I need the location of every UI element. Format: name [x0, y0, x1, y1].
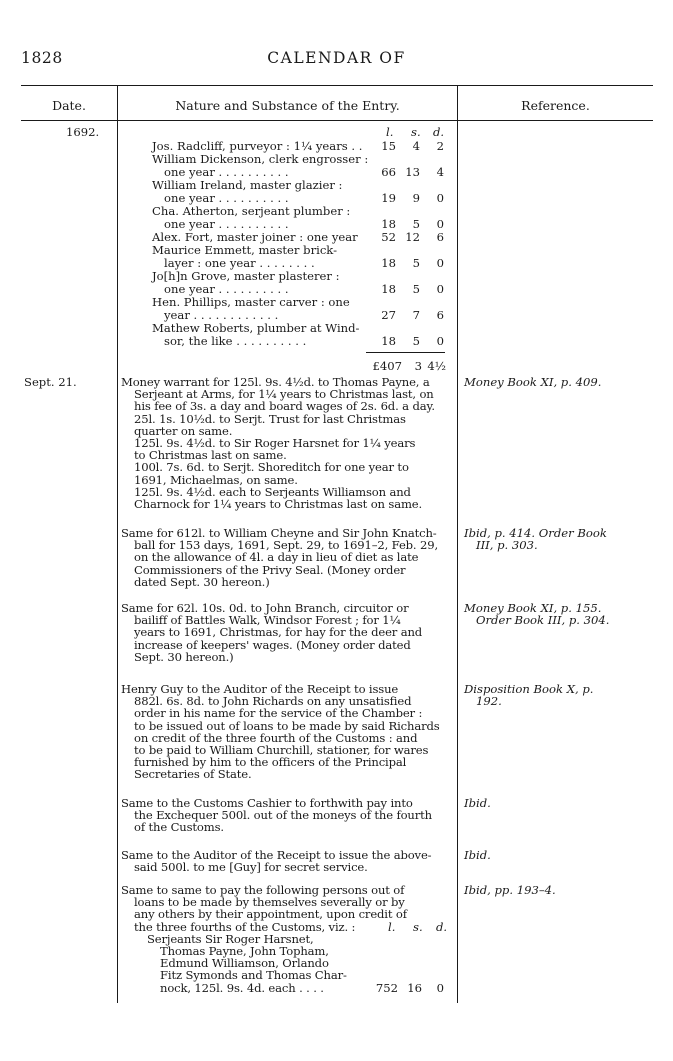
entry-reference: Ibid. [464, 848, 491, 862]
entry-line: ball for 153 days, 1691, Sept. 29, to 1691–2, Feb. 29, [134, 538, 438, 553]
entry-subline: nock, 125l. 9s. 4d. each . . . . [160, 980, 324, 995]
schedule-row-line: William Ireland, master glazier : [152, 178, 343, 192]
entry-line: dated Sept. 30 hereon.) [134, 574, 270, 589]
schedule-row-line: Hen. Phillips, master carver : one [152, 295, 350, 309]
date-column-header: Date. [52, 98, 86, 113]
reference-column-header: Reference. [521, 98, 590, 113]
entry-line: 125l. 9s. 4½d. to Sir Roger Harsnet for 1¼ years [134, 436, 416, 450]
schedule-amount-l: 15 [381, 139, 396, 153]
entry-line: years to 1691, Christmas, for hay for the deer and [134, 625, 423, 640]
schedule-amount-s: 5 [412, 217, 420, 231]
entry-line: 1691, Michaelmas, on same. [134, 472, 298, 487]
schedule-amount-s: 4 [412, 139, 420, 153]
lsd-header-d: d. [433, 125, 445, 139]
schedule-total-d: 4½ [427, 359, 446, 373]
entry-line: Same to the Customs Cashier to forthwith pay into [121, 796, 413, 810]
year-label: 1692. [66, 125, 100, 139]
entry-line: order in his name for the service of the Chamber : [134, 706, 423, 721]
entry-amount-d: 0 [436, 980, 444, 995]
entry-line: bailiff of Battles Walk, Windsor Forest ; for 1¼ [134, 613, 401, 628]
entry-line: Sept. 30 hereon.) [134, 649, 234, 664]
schedule-row-line: Mathew Roberts, plumber at Wind- [152, 321, 360, 335]
entry-line: 100l. 7s. 6d. to Serjt. Shoreditch for one year to [134, 460, 409, 475]
entry-line: Henry Guy to the Auditor of the Receipt to issue [121, 682, 399, 696]
lsd-header-l: l. [386, 125, 394, 139]
lsd-header-s: s. [411, 125, 421, 139]
page-title: CALENDAR OF [267, 49, 406, 67]
entry-subline: Thomas Payne, John Topham, [160, 944, 329, 958]
entry-reference: Order Book III, p. 304. [476, 613, 610, 628]
entry-line: Commissioners of the Privy Seal. (Money order [134, 562, 406, 577]
schedule-row-line: layer : one year . . . . . . . . [164, 256, 315, 270]
entry-date: Sept. 21. [24, 375, 77, 389]
entry-reference: Ibid, p. 414. Order Book [464, 526, 607, 540]
schedule-amount-d: 2 [436, 139, 444, 153]
schedule-row-line: William Dickenson, clerk engrosser : [152, 152, 369, 166]
entry-line: the three fourths of the Customs, viz. : [134, 919, 356, 934]
entry-reference: Ibid. [464, 796, 491, 810]
schedule-amount-s: 7 [412, 308, 420, 322]
schedule-amount-l: 19 [381, 191, 396, 205]
entry-lsd-header: l. [388, 919, 396, 934]
entry-line: to Christmas last on same. [134, 448, 287, 463]
entry-line: furnished by him to the officers of the Principal [134, 755, 407, 770]
schedule-row-line: one year . . . . . . . . . . [164, 191, 289, 205]
entry-line: 125l. 9s. 4½d. each to Serjeants Williamson and [134, 484, 411, 499]
schedule-amount-l: 66 [381, 165, 396, 179]
schedule-row-line: sor, the like . . . . . . . . . . [164, 334, 307, 348]
entry-lsd-header: d. [436, 919, 448, 934]
schedule-amount-s: 13 [405, 165, 420, 179]
schedule-amount-d: 0 [436, 191, 444, 205]
schedule-amount-d: 0 [436, 256, 444, 270]
schedule-amount-l: 18 [381, 282, 396, 296]
entry-subline: Serjeants Sir Roger Harsnet, [147, 931, 314, 946]
date-column-rule [117, 85, 118, 1003]
entry-line: Same for 612l. to William Cheyne and Sir John Knatch- [121, 526, 437, 540]
schedule-amount-d: 4 [436, 165, 444, 179]
schedule-amount-s: 5 [412, 256, 420, 270]
schedule-row-line: Jos. Radcliff, purveyor : 1¼ years . . [152, 139, 363, 153]
entry-line: to be issued out of loans to be made by said Richards [134, 718, 440, 733]
entry-reference: Money Book XI, p. 155. [464, 601, 602, 615]
entry-line: Serjeant at Arms, for 1¼ years to Christmas last, on [134, 387, 434, 402]
entry-line: Money warrant for 125l. 9s. 4½d. to Thomas Payne, a [121, 375, 430, 389]
entry-line: the Exchequer 500l. out of the moneys of the fourth [134, 808, 432, 823]
schedule-row-line: Cha. Atherton, serjeant plumber : [152, 204, 351, 218]
schedule-amount-s: 5 [412, 282, 420, 296]
schedule-total-l: £407 [372, 359, 402, 373]
entry-reference: III, p. 303. [476, 538, 538, 553]
schedule-total-rule [366, 352, 445, 353]
schedule-total-s: 3 [414, 359, 422, 373]
entry-reference: Disposition Book X, p. [464, 682, 594, 696]
entry-reference: Money Book XI, p. 409. [464, 375, 602, 389]
entry-line: to be paid to William Churchill, stationer, for wares [134, 743, 429, 757]
schedule-row-line: Jo[h]n Grove, master plasterer : [152, 269, 340, 283]
entry-line: his fee of 3s. a day and board wages of 2s. 6d. a day. [134, 399, 435, 414]
entry-amount-s: 16 [407, 980, 422, 995]
entry-reference: 192. [476, 694, 502, 709]
schedule-amount-l: 18 [381, 256, 396, 270]
schedule-amount-l: 27 [381, 308, 396, 322]
schedule-amount-d: 0 [436, 334, 444, 348]
entry-line: on the allowance of 4l. a day in lieu of diet as late [134, 550, 419, 565]
entry-line: increase of keepers' wages. (Money order dated [134, 637, 411, 652]
schedule-amount-l: 18 [381, 217, 396, 231]
page-number: 1828 [21, 49, 63, 67]
entry-subline: Edmund Williamson, Orlando [160, 956, 329, 971]
entry-line: 25l. 1s. 10½d. to Serjt. Trust for last Christmas [134, 411, 406, 426]
schedule-amount-d: 6 [436, 308, 444, 322]
schedule-amount-s: 5 [412, 334, 420, 348]
entry-line: Same for 62l. 10s. 0d. to John Branch, circuitor or [121, 601, 409, 615]
entry-reference: Ibid, pp. 193–4. [464, 883, 556, 897]
schedule-amount-d: 6 [436, 230, 444, 244]
schedule-row-line: one year . . . . . . . . . . [164, 165, 289, 179]
schedule-row-line: one year . . . . . . . . . . [164, 282, 289, 296]
entry-line: any others by their appointment, upon credit of [134, 907, 407, 922]
entry-line: Charnock for 1¼ years to Christmas last on same. [134, 497, 423, 511]
entry-line: 882l. 6s. 8d. to John Richards on any unsatisfied [134, 694, 412, 709]
schedule-amount-s: 9 [412, 191, 420, 205]
entry-line: of the Customs. [134, 820, 224, 835]
table-top-rule [21, 85, 653, 86]
entry-amount-l: 752 [375, 980, 398, 995]
table-head-rule [21, 120, 653, 121]
schedule-amount-d: 0 [436, 217, 444, 231]
nature-column-header: Nature and Substance of the Entry. [175, 98, 400, 113]
reference-column-rule [457, 85, 458, 1003]
entry-line: on credit of the three fourth of the Customs : and [134, 730, 418, 745]
entry-line: loans to be made by themselves severally or by [134, 895, 405, 910]
schedule-row-line: Maurice Emmett, master brick- [152, 243, 338, 257]
entry-subline: Fitz Symonds and Thomas Char- [160, 968, 347, 983]
entry-line: quarter on same. [134, 423, 233, 438]
entry-line: Secretaries of State. [134, 767, 252, 782]
schedule-amount-s: 12 [405, 230, 420, 244]
schedule-amount-d: 0 [436, 282, 444, 296]
entry-line: Same to the Auditor of the Receipt to issue the above- [121, 848, 432, 862]
entry-line: said 500l. to me [Guy] for secret service. [134, 860, 368, 875]
schedule-amount-l: 18 [381, 334, 396, 348]
entry-line: Same to same to pay the following persons out of [121, 883, 405, 897]
schedule-row-line: one year . . . . . . . . . . [164, 217, 289, 231]
schedule-amount-l: 52 [381, 230, 396, 244]
schedule-row-line: year . . . . . . . . . . . . [164, 308, 279, 322]
schedule-row-line: Alex. Fort, master joiner : one year [152, 230, 358, 244]
entry-lsd-header: s. [413, 919, 423, 934]
